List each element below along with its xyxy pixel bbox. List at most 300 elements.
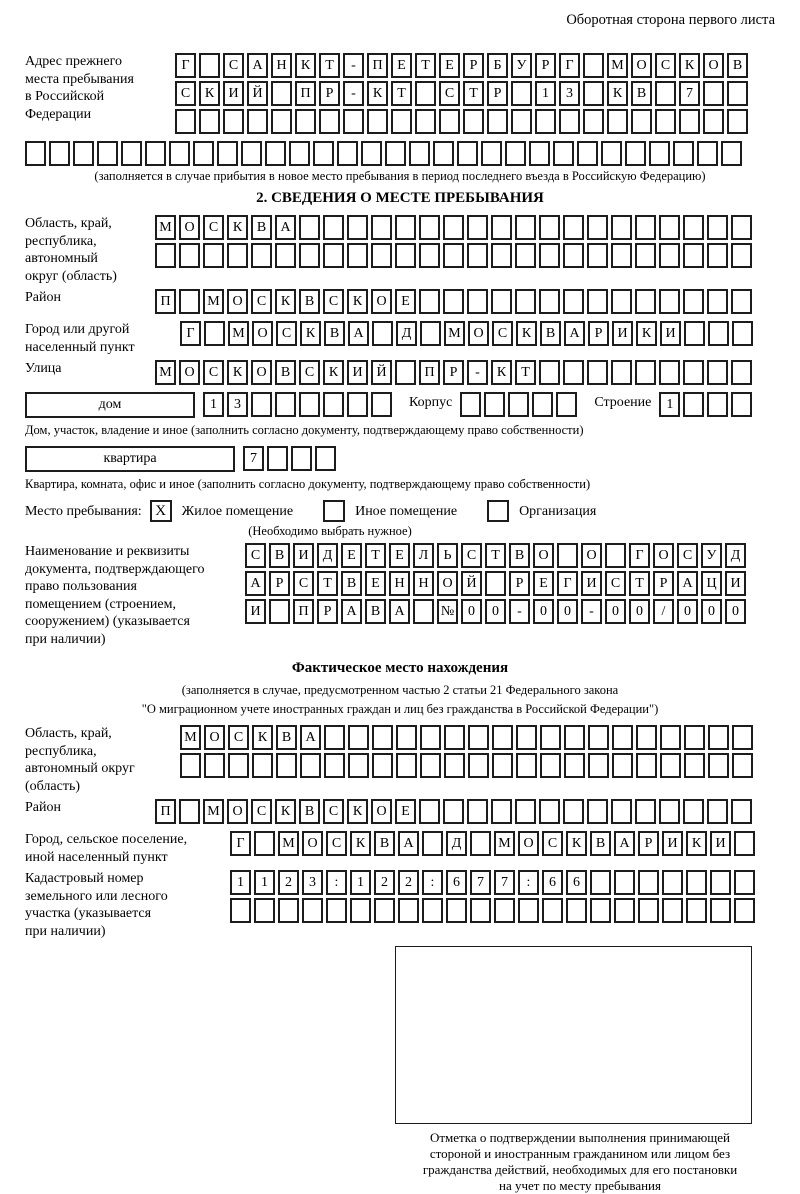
char-cell-filled[interactable]: В xyxy=(365,599,386,624)
char-cell-filled[interactable]: А xyxy=(614,831,635,856)
char-cell-filled[interactable]: / xyxy=(653,599,674,624)
char-cell-empty[interactable] xyxy=(324,725,345,750)
char-cell-empty[interactable] xyxy=(391,109,412,134)
char-cell-empty[interactable] xyxy=(121,141,142,166)
char-cell-empty[interactable] xyxy=(625,141,646,166)
char-cell-empty[interactable] xyxy=(683,392,704,417)
char-cell-filled[interactable]: 2 xyxy=(374,870,395,895)
char-cell-empty[interactable] xyxy=(684,753,705,778)
char-cell-filled[interactable]: М xyxy=(444,321,465,346)
char-cell-empty[interactable] xyxy=(299,243,320,268)
char-cell-empty[interactable] xyxy=(487,109,508,134)
char-cell-empty[interactable] xyxy=(481,141,502,166)
char-cell-empty[interactable] xyxy=(540,753,561,778)
char-cell-empty[interactable] xyxy=(271,81,292,106)
char-cell-filled[interactable]: В xyxy=(299,799,320,824)
char-cell-empty[interactable] xyxy=(542,898,563,923)
char-cell-empty[interactable] xyxy=(515,243,536,268)
char-cell-filled[interactable]: М xyxy=(228,321,249,346)
char-cell-filled[interactable]: М xyxy=(278,831,299,856)
char-cell-empty[interactable] xyxy=(605,543,626,568)
char-cell-empty[interactable] xyxy=(707,799,728,824)
char-cell-filled[interactable]: - xyxy=(343,81,364,106)
char-cell-filled[interactable]: Д xyxy=(396,321,417,346)
char-cell-empty[interactable] xyxy=(179,799,200,824)
char-cell-empty[interactable] xyxy=(49,141,70,166)
char-cell-filled[interactable]: А xyxy=(300,725,321,750)
char-cell-empty[interactable] xyxy=(372,321,393,346)
char-cell-empty[interactable] xyxy=(227,243,248,268)
char-cell-empty[interactable] xyxy=(326,898,347,923)
char-cell-filled[interactable]: 0 xyxy=(557,599,578,624)
char-cell-empty[interactable] xyxy=(395,215,416,240)
char-cell-filled[interactable]: С xyxy=(492,321,513,346)
char-cell-empty[interactable] xyxy=(491,799,512,824)
char-cell-empty[interactable] xyxy=(385,141,406,166)
char-cell-filled[interactable]: 1 xyxy=(203,392,224,417)
char-cell-empty[interactable] xyxy=(199,109,220,134)
char-cell-empty[interactable] xyxy=(611,243,632,268)
char-cell-filled[interactable]: А xyxy=(348,321,369,346)
char-cell-filled[interactable]: С xyxy=(223,53,244,78)
char-cell-empty[interactable] xyxy=(463,109,484,134)
char-cell-empty[interactable] xyxy=(415,81,436,106)
char-cell-empty[interactable] xyxy=(601,141,622,166)
char-cell-empty[interactable] xyxy=(269,599,290,624)
char-cell-filled[interactable]: Р xyxy=(487,81,508,106)
char-cell-filled[interactable]: К xyxy=(566,831,587,856)
char-cell-empty[interactable] xyxy=(683,243,704,268)
char-cell-filled[interactable]: Е xyxy=(341,543,362,568)
char-cell-empty[interactable] xyxy=(635,799,656,824)
char-cell-filled[interactable]: 1 xyxy=(350,870,371,895)
char-cell-empty[interactable] xyxy=(611,215,632,240)
char-cell-empty[interactable] xyxy=(732,753,753,778)
char-cell-empty[interactable] xyxy=(662,898,683,923)
char-cell-empty[interactable] xyxy=(563,289,584,314)
char-cell-empty[interactable] xyxy=(415,109,436,134)
char-cell-empty[interactable] xyxy=(217,141,238,166)
char-cell-empty[interactable] xyxy=(707,243,728,268)
char-cell-empty[interactable] xyxy=(300,753,321,778)
char-cell-filled[interactable]: С xyxy=(228,725,249,750)
char-cell-filled[interactable]: А xyxy=(398,831,419,856)
char-cell-empty[interactable] xyxy=(419,799,440,824)
char-cell-empty[interactable] xyxy=(553,141,574,166)
char-cell-empty[interactable] xyxy=(707,289,728,314)
char-cell-filled[interactable]: М xyxy=(494,831,515,856)
char-cell-empty[interactable] xyxy=(588,725,609,750)
char-cell-empty[interactable] xyxy=(444,725,465,750)
char-cell-filled[interactable]: 1 xyxy=(535,81,556,106)
char-cell-filled[interactable]: М xyxy=(607,53,628,78)
char-cell-empty[interactable] xyxy=(587,799,608,824)
char-cell-empty[interactable] xyxy=(655,109,676,134)
char-cell-filled[interactable]: В xyxy=(251,215,272,240)
char-cell-empty[interactable] xyxy=(703,81,724,106)
char-cell-empty[interactable] xyxy=(614,898,635,923)
char-cell-empty[interactable] xyxy=(25,141,46,166)
char-cell-filled[interactable]: С xyxy=(203,215,224,240)
char-cell-empty[interactable] xyxy=(635,215,656,240)
char-cell-empty[interactable] xyxy=(468,753,489,778)
char-cell-empty[interactable] xyxy=(734,898,755,923)
char-cell-filled[interactable]: Т xyxy=(515,360,536,385)
char-cell-filled[interactable]: И xyxy=(660,321,681,346)
char-cell-filled[interactable]: К xyxy=(516,321,537,346)
char-cell-filled[interactable]: С xyxy=(276,321,297,346)
char-cell-empty[interactable] xyxy=(587,215,608,240)
char-cell-empty[interactable] xyxy=(422,898,443,923)
char-cell-empty[interactable] xyxy=(223,109,244,134)
char-cell-empty[interactable] xyxy=(686,870,707,895)
char-cell-empty[interactable] xyxy=(302,898,323,923)
char-cell-filled[interactable]: Т xyxy=(463,81,484,106)
char-cell-filled[interactable]: Е xyxy=(533,571,554,596)
char-cell-filled[interactable]: 0 xyxy=(677,599,698,624)
char-cell-filled[interactable]: К xyxy=(275,289,296,314)
char-cell-filled[interactable]: О xyxy=(251,360,272,385)
char-cell-filled[interactable]: К xyxy=(275,799,296,824)
char-cell-empty[interactable] xyxy=(371,215,392,240)
char-cell-empty[interactable] xyxy=(721,141,742,166)
char-cell-empty[interactable] xyxy=(467,799,488,824)
char-cell-filled[interactable]: Р xyxy=(535,53,556,78)
char-cell-empty[interactable] xyxy=(727,109,748,134)
char-cell-empty[interactable] xyxy=(731,243,752,268)
char-cell-empty[interactable] xyxy=(684,725,705,750)
char-cell-filled[interactable]: П xyxy=(155,289,176,314)
char-cell-filled[interactable]: Т xyxy=(415,53,436,78)
char-cell-empty[interactable] xyxy=(732,725,753,750)
char-cell-filled[interactable]: Т xyxy=(391,81,412,106)
char-cell-filled[interactable]: 3 xyxy=(302,870,323,895)
char-cell-empty[interactable] xyxy=(398,898,419,923)
char-cell-empty[interactable] xyxy=(515,799,536,824)
char-cell-filled[interactable]: 2 xyxy=(398,870,419,895)
char-cell-filled[interactable]: А xyxy=(341,599,362,624)
char-cell-filled[interactable]: П xyxy=(367,53,388,78)
char-cell-empty[interactable] xyxy=(347,392,368,417)
char-cell-filled[interactable]: К xyxy=(347,289,368,314)
char-cell-filled[interactable]: 7 xyxy=(243,446,264,471)
char-cell-empty[interactable] xyxy=(372,753,393,778)
char-cell-empty[interactable] xyxy=(419,215,440,240)
char-cell-empty[interactable] xyxy=(347,243,368,268)
char-cell-empty[interactable] xyxy=(731,392,752,417)
char-cell-filled[interactable]: Й xyxy=(247,81,268,106)
char-cell-filled[interactable]: У xyxy=(701,543,722,568)
char-cell-empty[interactable] xyxy=(179,289,200,314)
char-cell-filled[interactable]: 1 xyxy=(230,870,251,895)
char-cell-filled[interactable]: Й xyxy=(461,571,482,596)
char-cell-empty[interactable] xyxy=(276,753,297,778)
char-cell-empty[interactable] xyxy=(518,898,539,923)
char-cell-filled[interactable]: К xyxy=(295,53,316,78)
char-cell-empty[interactable] xyxy=(175,109,196,134)
char-cell-empty[interactable] xyxy=(485,571,506,596)
char-cell-empty[interactable] xyxy=(529,141,550,166)
char-cell-filled[interactable]: К xyxy=(607,81,628,106)
char-cell-filled[interactable]: - xyxy=(343,53,364,78)
char-cell-empty[interactable] xyxy=(659,215,680,240)
char-cell-filled[interactable]: 0 xyxy=(725,599,746,624)
char-cell-filled[interactable]: И xyxy=(293,543,314,568)
residential-checkbox[interactable]: X xyxy=(150,500,172,522)
char-cell-filled[interactable]: О xyxy=(371,289,392,314)
char-cell-empty[interactable] xyxy=(539,360,560,385)
char-cell-filled[interactable]: И xyxy=(347,360,368,385)
char-cell-empty[interactable] xyxy=(155,243,176,268)
char-cell-empty[interactable] xyxy=(588,753,609,778)
char-cell-empty[interactable] xyxy=(636,725,657,750)
char-cell-filled[interactable]: А xyxy=(389,599,410,624)
char-cell-filled[interactable]: 2 xyxy=(278,870,299,895)
char-cell-empty[interactable] xyxy=(583,81,604,106)
char-cell-empty[interactable] xyxy=(707,392,728,417)
char-cell-empty[interactable] xyxy=(564,725,585,750)
char-cell-filled[interactable]: О xyxy=(468,321,489,346)
char-cell-filled[interactable]: Т xyxy=(317,571,338,596)
char-cell-filled[interactable]: Г xyxy=(557,571,578,596)
char-cell-filled[interactable]: - xyxy=(509,599,530,624)
char-cell-empty[interactable] xyxy=(491,243,512,268)
char-cell-empty[interactable] xyxy=(443,215,464,240)
char-cell-empty[interactable] xyxy=(470,831,491,856)
char-cell-empty[interactable] xyxy=(439,109,460,134)
char-cell-empty[interactable] xyxy=(659,799,680,824)
char-cell-empty[interactable] xyxy=(313,141,334,166)
char-cell-filled[interactable]: Д xyxy=(446,831,467,856)
char-cell-empty[interactable] xyxy=(734,870,755,895)
char-cell-filled[interactable]: 0 xyxy=(629,599,650,624)
char-cell-filled[interactable]: Б xyxy=(487,53,508,78)
char-cell-filled[interactable]: Г xyxy=(180,321,201,346)
char-cell-empty[interactable] xyxy=(679,109,700,134)
char-cell-empty[interactable] xyxy=(468,725,489,750)
char-cell-filled[interactable]: А xyxy=(247,53,268,78)
char-cell-empty[interactable] xyxy=(228,753,249,778)
char-cell-empty[interactable] xyxy=(540,725,561,750)
char-cell-empty[interactable] xyxy=(371,243,392,268)
char-cell-filled[interactable]: О xyxy=(371,799,392,824)
char-cell-empty[interactable] xyxy=(673,141,694,166)
char-cell-empty[interactable] xyxy=(409,141,430,166)
char-cell-filled[interactable]: 7 xyxy=(494,870,515,895)
char-cell-filled[interactable]: Е xyxy=(391,53,412,78)
char-cell-filled[interactable]: К xyxy=(347,799,368,824)
char-cell-filled[interactable]: О xyxy=(227,799,248,824)
char-cell-filled[interactable]: А xyxy=(245,571,266,596)
char-cell-empty[interactable] xyxy=(443,799,464,824)
char-cell-empty[interactable] xyxy=(710,870,731,895)
char-cell-empty[interactable] xyxy=(611,360,632,385)
char-cell-empty[interactable] xyxy=(484,392,505,417)
char-cell-filled[interactable]: Р xyxy=(319,81,340,106)
char-cell-empty[interactable] xyxy=(708,725,729,750)
char-cell-filled[interactable]: Н xyxy=(413,571,434,596)
char-cell-empty[interactable] xyxy=(254,831,275,856)
char-cell-empty[interactable] xyxy=(420,321,441,346)
char-cell-empty[interactable] xyxy=(443,289,464,314)
char-cell-empty[interactable] xyxy=(659,289,680,314)
char-cell-filled[interactable]: К xyxy=(227,360,248,385)
char-cell-empty[interactable] xyxy=(204,321,225,346)
char-cell-filled[interactable]: Ц xyxy=(701,571,722,596)
char-cell-filled[interactable]: Д xyxy=(725,543,746,568)
char-cell-empty[interactable] xyxy=(683,215,704,240)
char-cell-filled[interactable]: К xyxy=(300,321,321,346)
char-cell-empty[interactable] xyxy=(433,141,454,166)
char-cell-empty[interactable] xyxy=(251,243,272,268)
char-cell-filled[interactable]: О xyxy=(179,215,200,240)
char-cell-empty[interactable] xyxy=(614,870,635,895)
char-cell-empty[interactable] xyxy=(350,898,371,923)
char-cell-filled[interactable]: Р xyxy=(638,831,659,856)
char-cell-filled[interactable]: И xyxy=(725,571,746,596)
char-cell-empty[interactable] xyxy=(556,392,577,417)
char-cell-filled[interactable]: 6 xyxy=(446,870,467,895)
char-cell-filled[interactable]: Е xyxy=(389,543,410,568)
char-cell-empty[interactable] xyxy=(611,799,632,824)
char-cell-filled[interactable]: О xyxy=(631,53,652,78)
char-cell-empty[interactable] xyxy=(635,243,656,268)
char-cell-empty[interactable] xyxy=(348,725,369,750)
char-cell-filled[interactable]: С xyxy=(251,289,272,314)
char-cell-empty[interactable] xyxy=(457,141,478,166)
char-cell-filled[interactable]: В xyxy=(276,725,297,750)
char-cell-filled[interactable]: П xyxy=(293,599,314,624)
char-cell-empty[interactable] xyxy=(515,215,536,240)
char-cell-filled[interactable]: В xyxy=(590,831,611,856)
char-cell-empty[interactable] xyxy=(703,109,724,134)
char-cell-empty[interactable] xyxy=(252,753,273,778)
char-cell-empty[interactable] xyxy=(631,109,652,134)
char-cell-empty[interactable] xyxy=(583,109,604,134)
char-cell-filled[interactable]: Ь xyxy=(437,543,458,568)
char-cell-filled[interactable]: С xyxy=(175,81,196,106)
char-cell-empty[interactable] xyxy=(731,289,752,314)
char-cell-filled[interactable]: К xyxy=(679,53,700,78)
char-cell-empty[interactable] xyxy=(169,141,190,166)
char-cell-empty[interactable] xyxy=(73,141,94,166)
char-cell-empty[interactable] xyxy=(539,799,560,824)
char-cell-empty[interactable] xyxy=(577,141,598,166)
char-cell-filled[interactable]: 0 xyxy=(533,599,554,624)
char-cell-empty[interactable] xyxy=(683,289,704,314)
char-cell-filled[interactable]: М xyxy=(155,360,176,385)
char-cell-filled[interactable]: О xyxy=(518,831,539,856)
char-cell-filled[interactable]: К xyxy=(686,831,707,856)
char-cell-empty[interactable] xyxy=(583,53,604,78)
char-cell-filled[interactable]: В xyxy=(269,543,290,568)
char-cell-filled[interactable]: С xyxy=(323,289,344,314)
char-cell-filled[interactable]: : xyxy=(518,870,539,895)
char-cell-empty[interactable] xyxy=(636,753,657,778)
char-cell-filled[interactable]: Е xyxy=(439,53,460,78)
char-cell-filled[interactable]: И xyxy=(662,831,683,856)
char-cell-empty[interactable] xyxy=(563,215,584,240)
char-cell-filled[interactable]: К xyxy=(199,81,220,106)
char-cell-filled[interactable]: К xyxy=(636,321,657,346)
char-cell-empty[interactable] xyxy=(372,725,393,750)
char-cell-empty[interactable] xyxy=(683,360,704,385)
char-cell-empty[interactable] xyxy=(587,243,608,268)
char-cell-filled[interactable]: С xyxy=(655,53,676,78)
char-cell-filled[interactable]: У xyxy=(511,53,532,78)
char-cell-filled[interactable]: В xyxy=(509,543,530,568)
char-cell-filled[interactable]: О xyxy=(227,289,248,314)
char-cell-filled[interactable]: Т xyxy=(629,571,650,596)
char-cell-empty[interactable] xyxy=(180,753,201,778)
char-cell-empty[interactable] xyxy=(422,831,443,856)
char-cell-filled[interactable]: О xyxy=(533,543,554,568)
char-cell-empty[interactable] xyxy=(539,215,560,240)
char-cell-empty[interactable] xyxy=(557,543,578,568)
char-cell-filled[interactable]: О xyxy=(179,360,200,385)
char-cell-empty[interactable] xyxy=(708,753,729,778)
char-cell-filled[interactable]: С xyxy=(326,831,347,856)
char-cell-filled[interactable]: 0 xyxy=(701,599,722,624)
char-cell-filled[interactable]: - xyxy=(467,360,488,385)
char-cell-empty[interactable] xyxy=(323,215,344,240)
char-cell-filled[interactable]: Г xyxy=(559,53,580,78)
char-cell-empty[interactable] xyxy=(289,141,310,166)
char-cell-empty[interactable] xyxy=(367,109,388,134)
char-cell-empty[interactable] xyxy=(361,141,382,166)
char-cell-empty[interactable] xyxy=(511,109,532,134)
char-cell-filled[interactable]: П xyxy=(295,81,316,106)
char-cell-empty[interactable] xyxy=(460,392,481,417)
char-cell-empty[interactable] xyxy=(535,109,556,134)
char-cell-filled[interactable]: Р xyxy=(509,571,530,596)
char-cell-filled[interactable]: 6 xyxy=(542,870,563,895)
char-cell-empty[interactable] xyxy=(707,215,728,240)
char-cell-empty[interactable] xyxy=(319,109,340,134)
char-cell-filled[interactable]: 0 xyxy=(461,599,482,624)
char-cell-empty[interactable] xyxy=(419,243,440,268)
char-cell-empty[interactable] xyxy=(659,243,680,268)
char-cell-empty[interactable] xyxy=(508,392,529,417)
char-cell-empty[interactable] xyxy=(395,243,416,268)
char-cell-filled[interactable]: П xyxy=(155,799,176,824)
char-cell-filled[interactable]: 1 xyxy=(254,870,275,895)
char-cell-empty[interactable] xyxy=(199,53,220,78)
char-cell-filled[interactable]: А xyxy=(275,215,296,240)
char-cell-empty[interactable] xyxy=(291,446,312,471)
char-cell-filled[interactable]: К xyxy=(227,215,248,240)
char-cell-empty[interactable] xyxy=(563,799,584,824)
char-cell-filled[interactable]: Р xyxy=(463,53,484,78)
char-cell-empty[interactable] xyxy=(532,392,553,417)
char-cell-filled[interactable]: Г xyxy=(629,543,650,568)
char-cell-filled[interactable]: Й xyxy=(371,360,392,385)
char-cell-filled[interactable]: Д xyxy=(317,543,338,568)
char-cell-empty[interactable] xyxy=(491,215,512,240)
char-cell-empty[interactable] xyxy=(396,725,417,750)
char-cell-empty[interactable] xyxy=(649,141,670,166)
char-cell-empty[interactable] xyxy=(511,81,532,106)
char-cell-empty[interactable] xyxy=(179,243,200,268)
char-cell-filled[interactable]: Р xyxy=(317,599,338,624)
char-cell-filled[interactable]: Е xyxy=(395,799,416,824)
char-cell-empty[interactable] xyxy=(467,243,488,268)
char-cell-empty[interactable] xyxy=(655,81,676,106)
char-cell-filled[interactable]: М xyxy=(203,289,224,314)
char-cell-filled[interactable]: В xyxy=(374,831,395,856)
char-cell-empty[interactable] xyxy=(635,360,656,385)
char-cell-empty[interactable] xyxy=(348,753,369,778)
